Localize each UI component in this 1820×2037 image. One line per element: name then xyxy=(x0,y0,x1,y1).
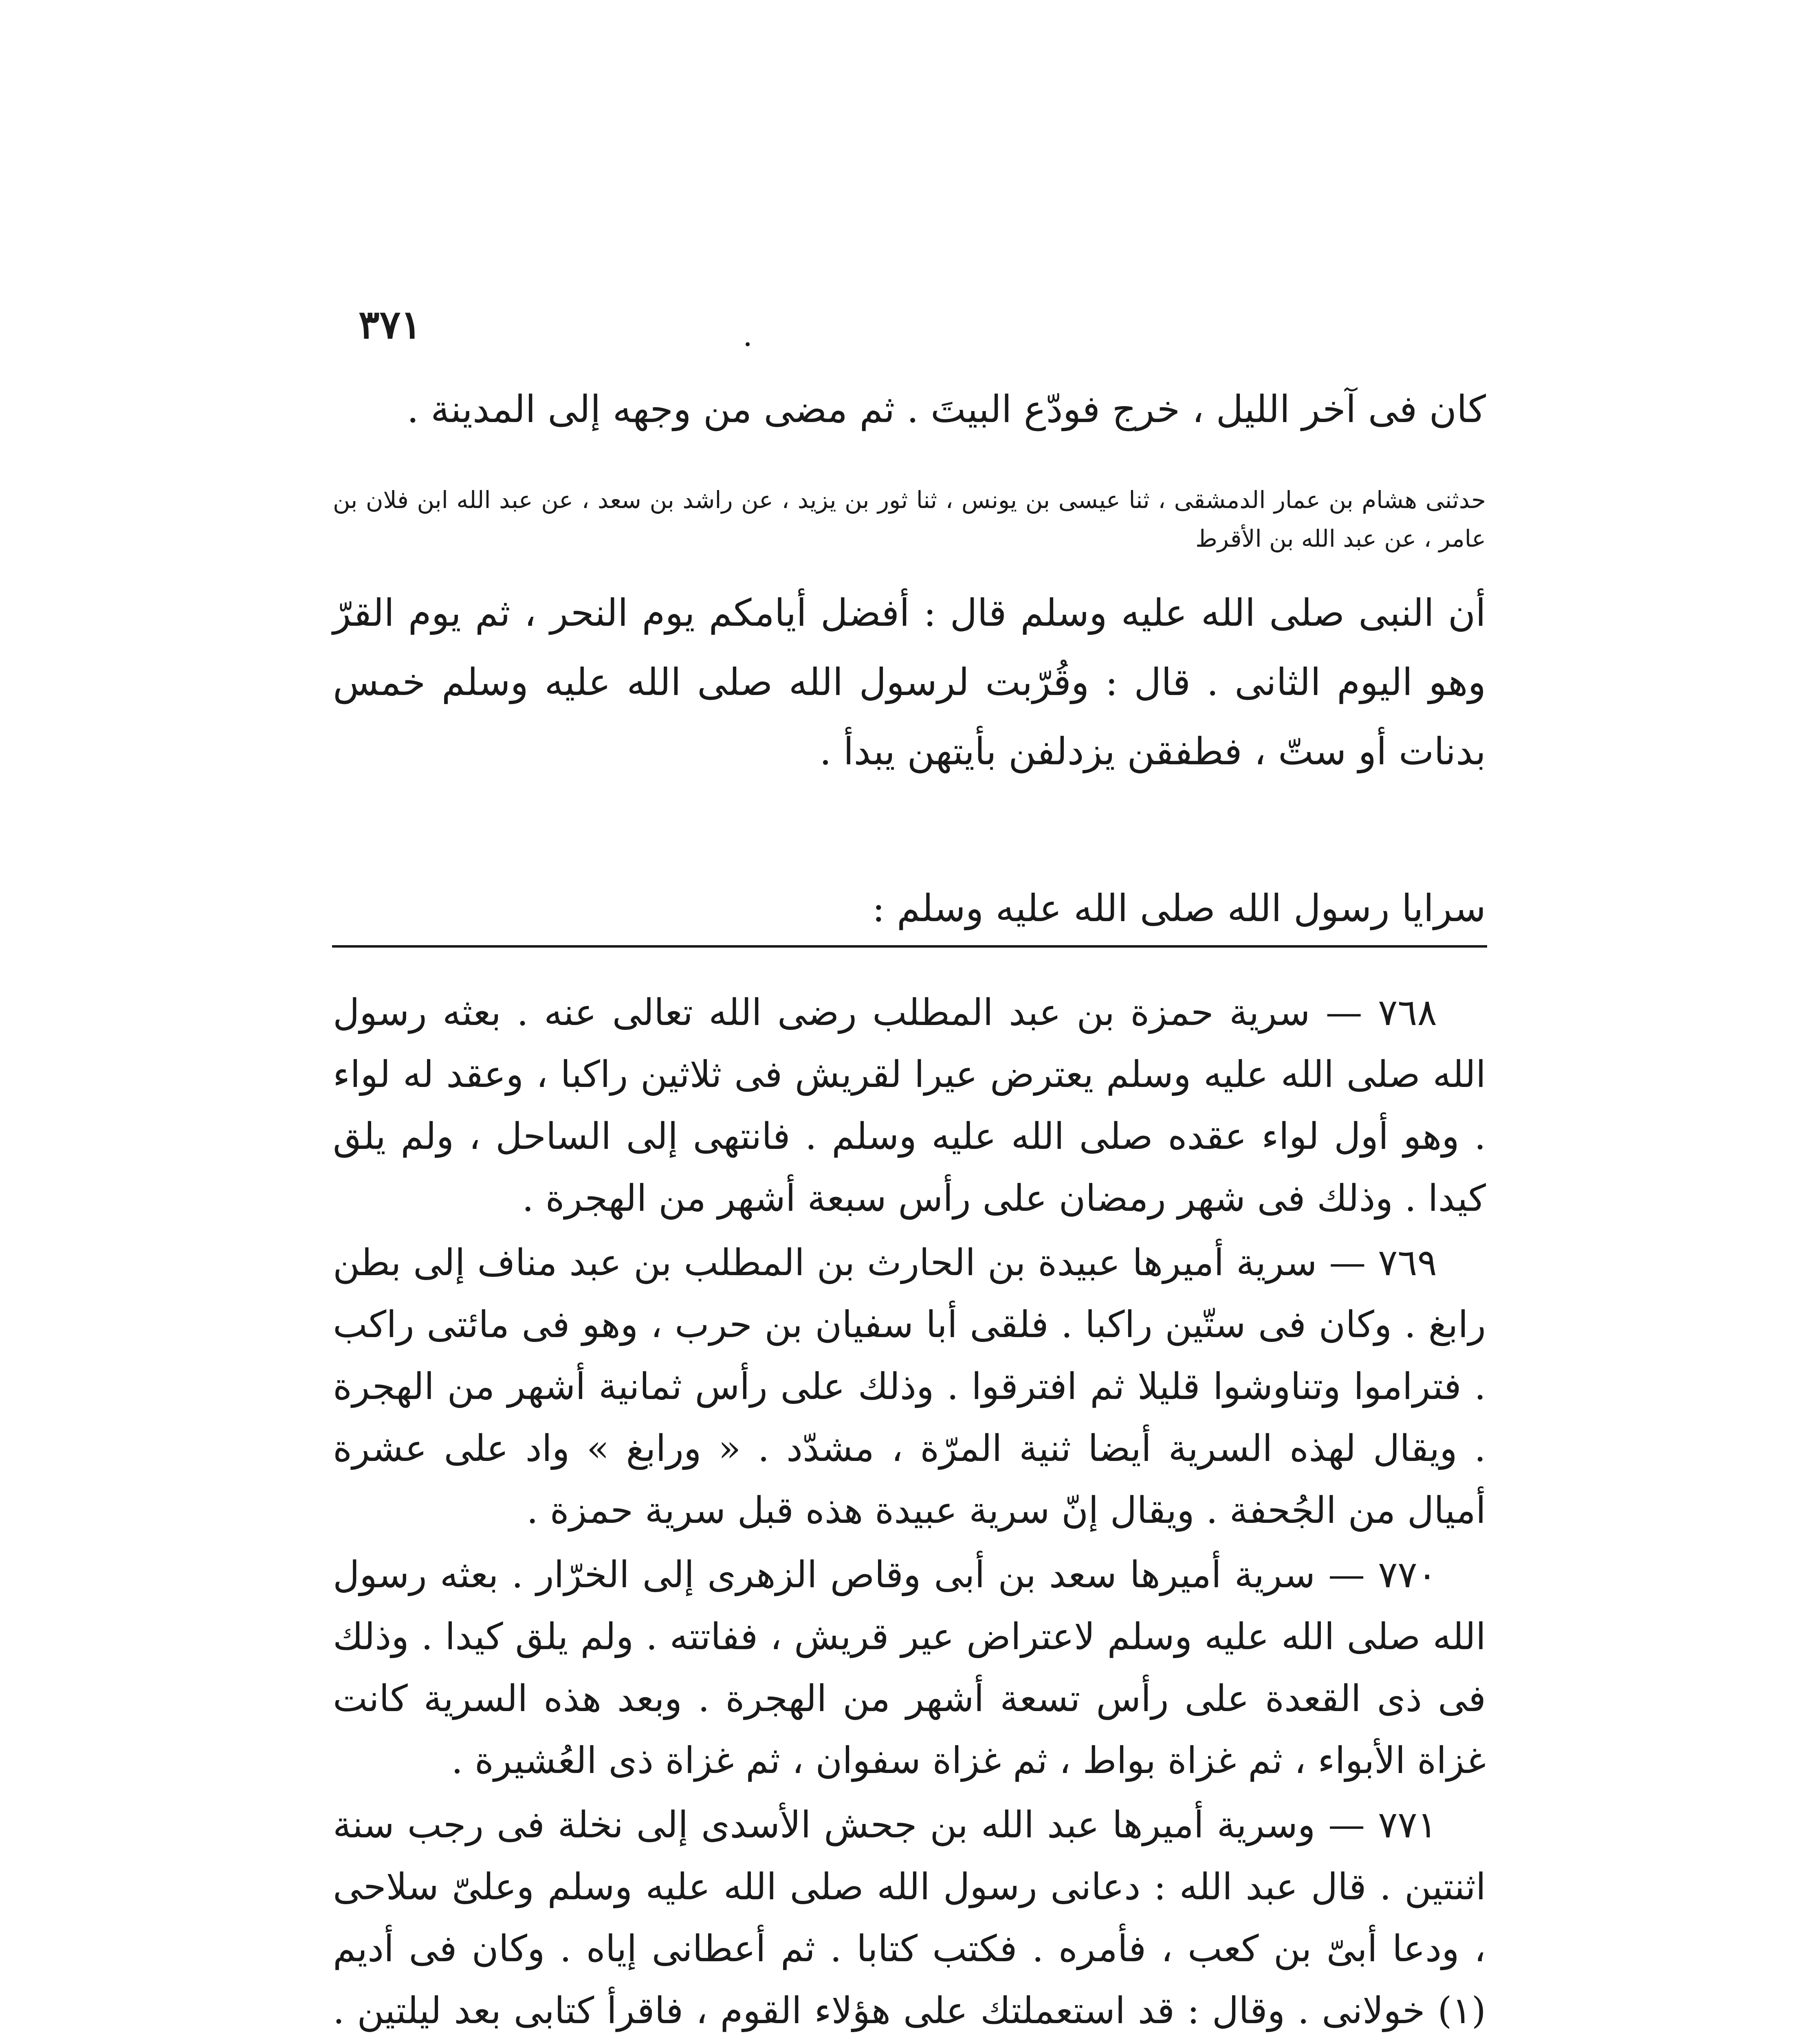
paragraph-768: ٧٦٨ — سرية حمزة بن عبد المطلب رضى الله تعالى عنه . بعثه رسول الله صلى الله عليه وسلم يعترض عيرا لقريش فى ثلاثين راكبا ، وعقد له لواء . وهو أول لواء عقده صلى الله عليه وسلم . فانتهى إلى الساحل ، ولم يلق كيدا . وذلك فى شهر رمضان على رأس سبعة أشهر من الهجرة . xyxy=(333,991,1486,1220)
section-heading: سرايا رسول الله صلى الله عليه وسلم : xyxy=(872,887,1486,930)
isnad-chain: حدثنى هشام بن عمار الدمشقى ، ثنا عيسى بن يونس ، ثنا ثور بن يزيد ، عن راشد بن سعد ، عن عبد الله ابن فلان بن عامر ، عن عبد الله بن الأقرط xyxy=(333,486,1486,552)
paragraph-771: ٧٧١ — وسرية أميرها عبد الله بن جحش الأسدى إلى نخلة فى رجب سنة اثنتين . قال عبد الله : دعانى رسول الله صلى الله عليه وسلم وعلىّ سلاحى ، ودعا أبىّ بن كعب ، فأمره . فكتب كتابا . ثم أعطانى إياه . وكان فى أديم (١) خولانى . وقال : قد استعملتك على هؤلاء القوم ، فاقرأ كتابى بعد ليلتين . xyxy=(333,1804,1486,2032)
body-text xyxy=(333,982,1486,2037)
heading-underline-rule xyxy=(332,945,1487,948)
print-dot-mark xyxy=(746,342,750,346)
lead-line: كان فى آخر الليل ، خرج فودّع البيتَ . ثم مضى من وجهه إلى المدينة . xyxy=(407,387,1486,431)
hadith-text: أن النبى صلى الله عليه وسلم قال : أفضل أيامكم يوم النحر ، ثم يوم القرّ وهو اليوم الثانى . قال : وقُرّبت لرسول الله صلى الله عليه وسلم خمس بدنات أو ستّ ، فطفقن يزدلفن بأيتهن يبدأ . xyxy=(333,591,1486,773)
paragraph-769: ٧٦٩ — سرية أميرها عبيدة بن الحارث بن المطلب بن عبد مناف إلى بطن رابغ . وكان فى ستّين راكبا . فلقى أبا سفيان بن حرب ، وهو فى مائتى راكب . فتراموا وتناوشوا قليلا ثم افترقوا . وذلك على رأس ثمانية أشهر من الهجرة . ويقال لهذه السرية أيضا ثنية المرّة ، مشدّد . « ورابغ » واد على عشرة أميال من الجُحفة . ويقال إنّ سرية عبيدة هذه قبل سرية حمزة . xyxy=(333,1241,1486,1532)
paragraph-770: ٧٧٠ — سرية أميرها سعد بن أبى وقاص الزهرى إلى الخرّار . بعثه رسول الله صلى الله عليه وسلم لاعتراض عير قريش ، ففاتته . ولم يلق كيدا . وذلك فى ذى القعدة على رأس تسعة أشهر من الهجرة . وبعد هذه السرية كانت غزاة الأبواء ، ثم غزاة بواط ، ثم غزاة سفوان ، ثم غزاة ذى العُشيرة . xyxy=(333,1553,1486,1782)
page-number: ٣٧١ xyxy=(359,301,422,348)
